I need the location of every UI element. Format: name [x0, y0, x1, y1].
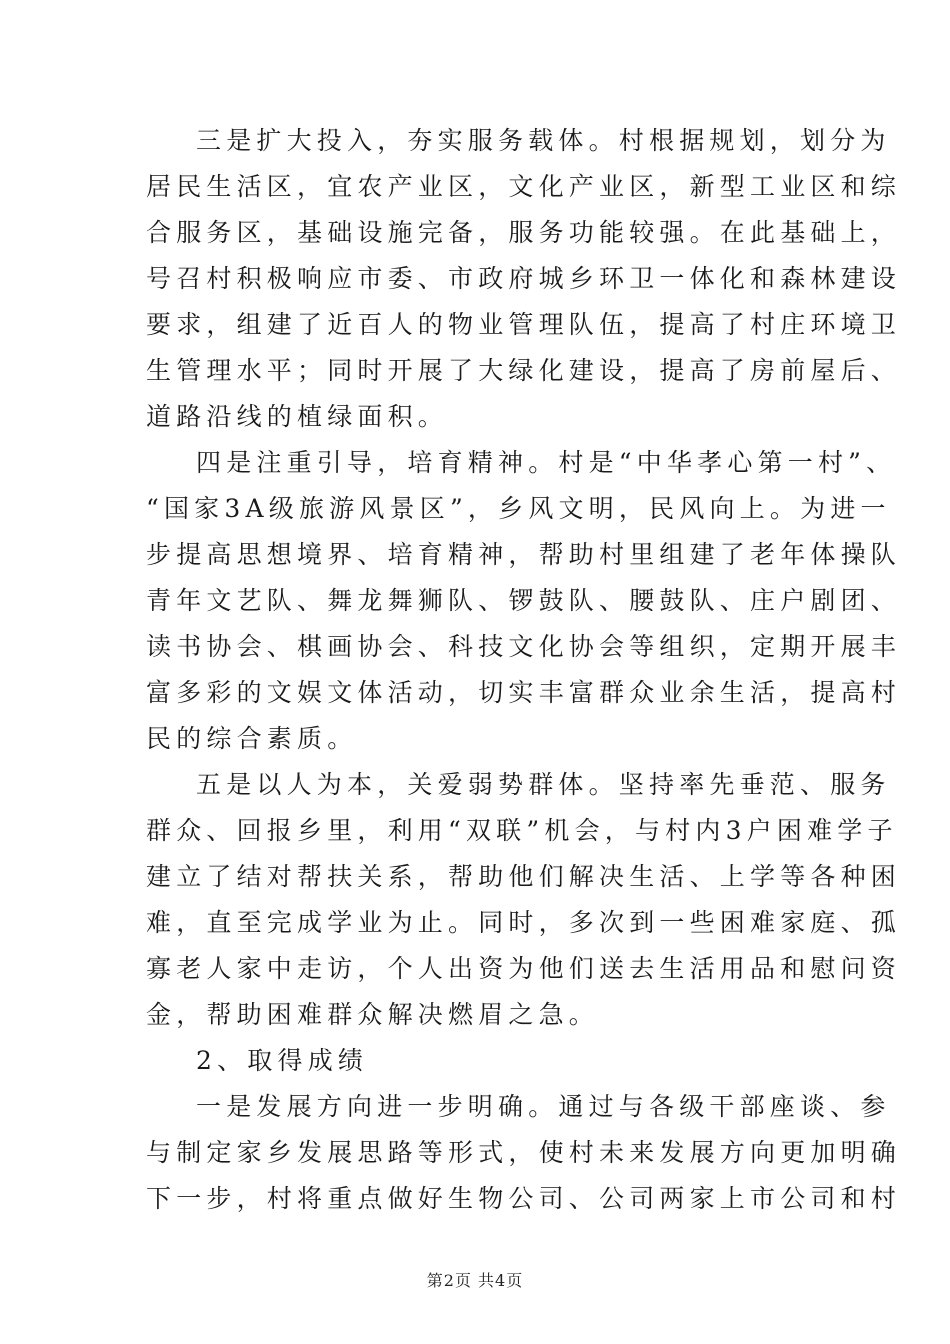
text-line: 要求，组建了近百人的物业管理队伍，提高了村庄环境卫 — [146, 310, 902, 339]
text-line: 一是发展方向进一步明确。通过与各级干部座谈、参 — [196, 1092, 891, 1121]
text-line: 号召村积极响应市委、市政府城乡环卫一体化和森林建设 — [146, 264, 902, 293]
text-line: 生管理水平；同时开展了大绿化建设，提高了房前屋后、 — [146, 356, 902, 385]
text-line: 五是以人为本，关爱弱势群体。坚持率先垂范、服务 — [196, 770, 891, 799]
text-line: 与制定家乡发展思路等形式，使村未来发展方向更加明确 — [146, 1138, 902, 1167]
text-line: 建立了结对帮扶关系，帮助他们解决生活、上学等各种困 — [146, 862, 902, 891]
text-line: 合服务区，基础设施完备，服务功能较强。在此基础上， — [146, 218, 902, 247]
text-line: 金，帮助困难群众解决燃眉之急。 — [146, 1000, 600, 1029]
text-line: 下一步，村将重点做好生物公司、公司两家上市公司和村 — [146, 1184, 902, 1213]
text-line: 道路沿线的植绿面积。 — [146, 402, 449, 431]
text-line: 四是注重引导，培育精神。村是“中华孝心第一村”、 — [196, 448, 897, 477]
page-footer: 第2页 共4页 — [426, 1271, 524, 1290]
text-line: “国家3A级旅游风景区”，乡风文明，民风向上。为进一 — [146, 494, 891, 523]
text-line: 难，直至完成学业为止。同时，多次到一些困难家庭、孤 — [146, 908, 902, 937]
text-line: 青年文艺队、舞龙舞狮队、锣鼓队、腰鼓队、庄户剧团、 — [146, 586, 902, 615]
text-line: 民的综合素质。 — [146, 724, 358, 753]
text-line: 步提高思想境界、培育精神，帮助村里组建了老年体操队 — [146, 540, 902, 569]
text-line: 寡老人家中走访，个人出资为他们送去生活用品和慰问资 — [146, 954, 902, 983]
text-line: 居民生活区，宜农产业区，文化产业区，新型工业区和综 — [146, 172, 902, 201]
section-heading: 2、取得成绩 — [196, 1046, 369, 1075]
text-line: 富多彩的文娱文体活动，切实丰富群众业余生活，提高村 — [146, 678, 902, 707]
text-line: 读书协会、棋画协会、科技文化协会等组织，定期开展丰 — [146, 632, 902, 661]
text-line: 群众、回报乡里，利用“双联”机会，与村内3户困难学子 — [146, 816, 898, 845]
text-line: 三是扩大投入，夯实服务载体。村根据规划，划分为 — [196, 126, 891, 155]
